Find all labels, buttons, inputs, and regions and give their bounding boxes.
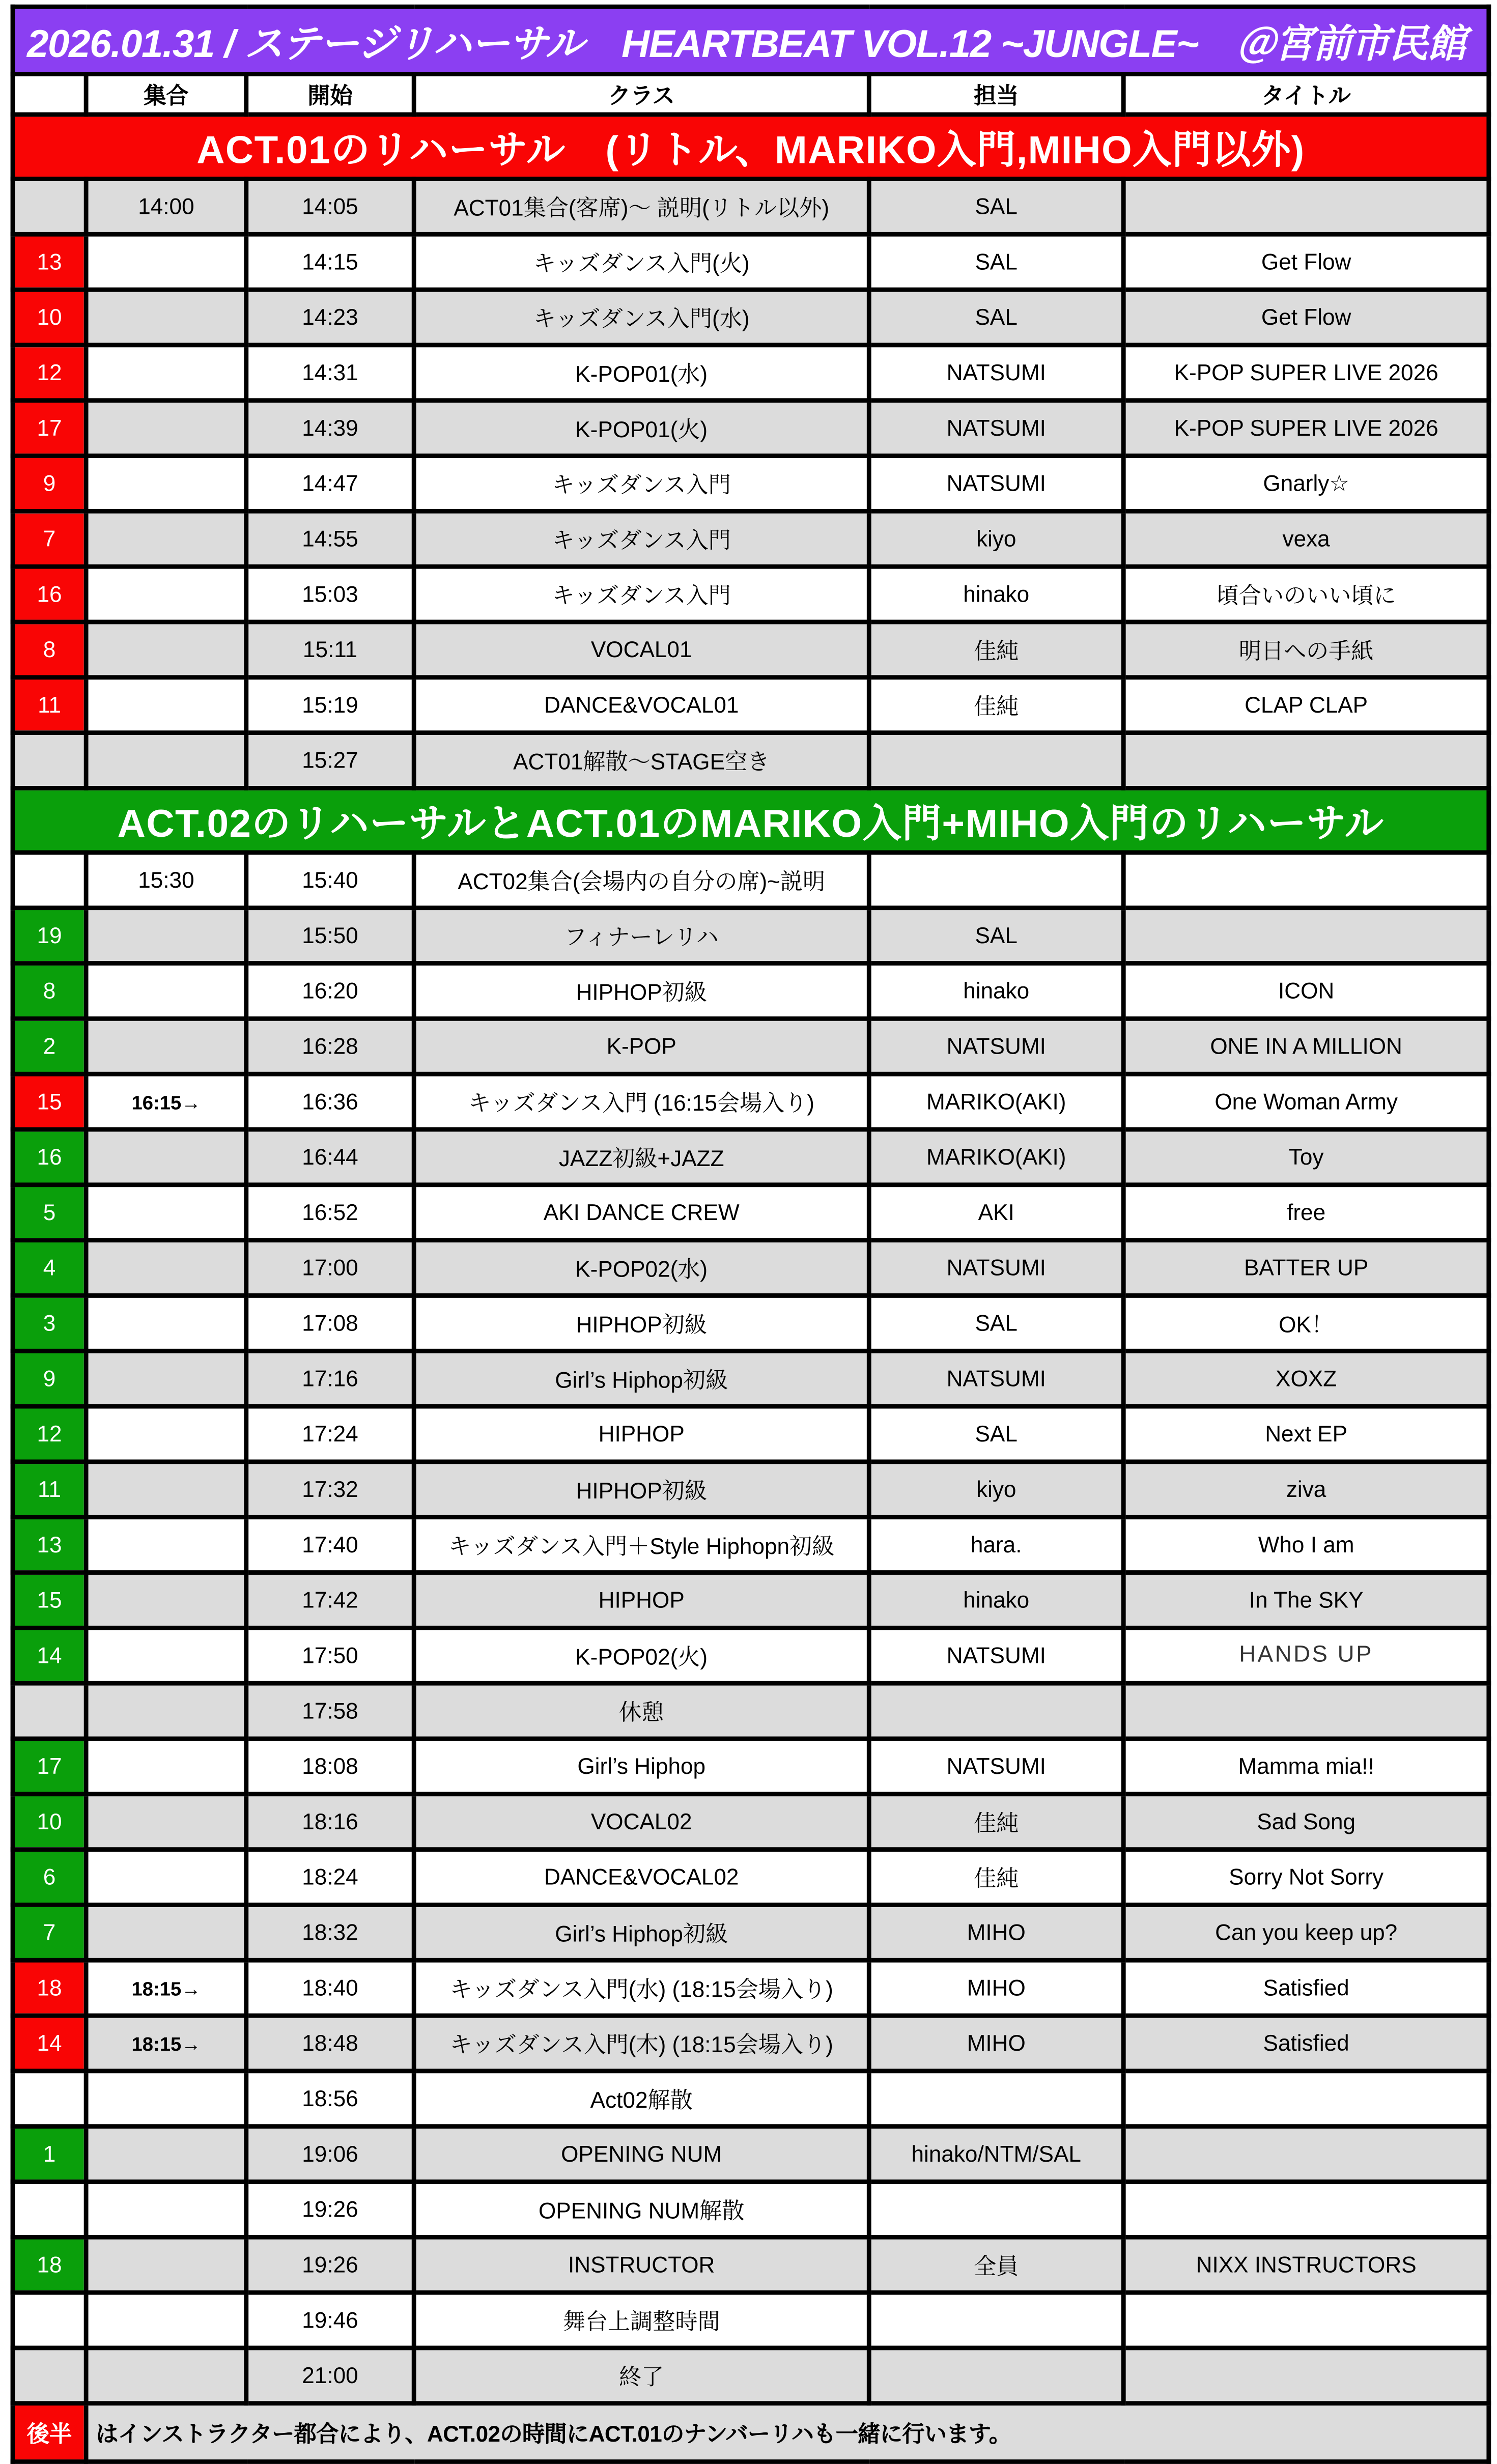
song-title-cell: One Woman Army [1123, 1074, 1489, 1129]
start-time-cell: 18:08 [246, 1739, 414, 1794]
instructor-cell: MIHO [869, 1960, 1123, 2016]
class-cell: キッズダンス入門 [414, 511, 869, 567]
instructor-cell: hinako [869, 964, 1123, 1019]
song-title-cell: K-POP SUPER LIVE 2026 [1123, 401, 1489, 456]
footer-note-row [13, 2403, 1489, 2462]
start-time-cell: 18:40 [246, 1960, 414, 2016]
schedule-row [13, 733, 1489, 788]
row-number-cell: 12 [13, 345, 86, 401]
row-number-cell: 15 [13, 1074, 86, 1129]
instructor-cell: NATSUMI [869, 1018, 1123, 1074]
schedule-row [13, 2292, 1489, 2348]
start-time-cell: 18:48 [246, 2016, 414, 2071]
schedule-row [13, 1018, 1489, 1074]
section-header-row [13, 788, 1489, 852]
class-cell: JAZZ初級+JAZZ [414, 1129, 869, 1185]
row-number-cell [13, 179, 86, 234]
song-title-cell [1123, 908, 1489, 964]
start-time-cell: 19:26 [246, 2182, 414, 2238]
meet-time-cell [86, 2071, 246, 2127]
column-header-row [13, 74, 1489, 115]
schedule-row [13, 511, 1489, 567]
instructor-cell [869, 2292, 1123, 2348]
meet-time-cell [86, 1739, 246, 1794]
class-cell: HIPHOP初級 [414, 1462, 869, 1517]
column-header-meet: 集合 [86, 74, 246, 115]
instructor-cell: NATSUMI [869, 456, 1123, 512]
meet-time-cell [86, 2182, 246, 2238]
start-time-cell: 15:50 [246, 908, 414, 964]
class-cell: OPENING NUM [414, 2127, 869, 2182]
schedule-row [13, 1295, 1489, 1351]
start-time-cell: 16:20 [246, 964, 414, 1019]
song-title-cell: Satisfied [1123, 1960, 1489, 2016]
schedule-row [13, 567, 1489, 622]
start-time-cell: 17:40 [246, 1517, 414, 1573]
song-title-cell: CLAP CLAP [1123, 677, 1489, 733]
column-header-start: 開始 [246, 74, 414, 115]
song-title-cell: Get Flow [1123, 290, 1489, 345]
row-number-cell: 11 [13, 1462, 86, 1517]
song-title-cell [1123, 179, 1489, 234]
song-title-cell: free [1123, 1185, 1489, 1240]
instructor-cell: hinako [869, 1573, 1123, 1628]
instructor-cell: hara. [869, 1517, 1123, 1573]
song-title-cell: vexa [1123, 511, 1489, 567]
meet-time-cell [86, 1295, 246, 1351]
meet-time-cell [86, 2292, 246, 2348]
start-time-cell: 14:23 [246, 290, 414, 345]
instructor-cell [869, 2348, 1123, 2403]
start-time-cell: 17:50 [246, 1628, 414, 1683]
row-number-cell: 2 [13, 1018, 86, 1074]
meet-time-cell [86, 1240, 246, 1296]
meet-time-cell [86, 1905, 246, 1960]
row-number-cell [13, 2292, 86, 2348]
song-title-cell: Satisfied [1123, 2016, 1489, 2071]
row-number-cell: 8 [13, 964, 86, 1019]
instructor-cell: 佳純 [869, 1850, 1123, 1905]
row-number-cell: 14 [13, 1628, 86, 1683]
start-time-cell: 14:55 [246, 511, 414, 567]
class-cell: INSTRUCTOR [414, 2237, 869, 2292]
instructor-cell: SAL [869, 290, 1123, 345]
song-title-cell: Toy [1123, 1129, 1489, 1185]
meet-time-cell [86, 622, 246, 677]
schedule-row [13, 1739, 1489, 1794]
meet-time-cell [86, 401, 246, 456]
meet-time-cell: 16:15→ [86, 1074, 246, 1129]
section-header-label: ACT.01のリハーサル (リトル、MARIKO入門,MIHO入門以外) [13, 115, 1489, 179]
meet-time-cell [86, 2127, 246, 2182]
song-title-cell: 頃合いのいい頃に [1123, 567, 1489, 622]
instructor-cell: 佳純 [869, 622, 1123, 677]
class-cell: キッズダンス入門(木) (18:15会場入り) [414, 2016, 869, 2071]
row-number-cell [13, 2182, 86, 2238]
row-number-cell: 12 [13, 1406, 86, 1462]
class-cell: Girl’s Hiphop初級 [414, 1351, 869, 1406]
row-number-cell: 10 [13, 1794, 86, 1850]
column-header-class: クラス [414, 74, 869, 115]
schedule-row [13, 1960, 1489, 2016]
instructor-cell: SAL [869, 1295, 1123, 1351]
instructor-cell: MARIKO(AKI) [869, 1074, 1123, 1129]
song-title-cell [1123, 733, 1489, 788]
start-time-cell: 17:24 [246, 1406, 414, 1462]
column-header-number [13, 74, 86, 115]
footer-note: はインストラクター都合により、ACT.02の時間にACT.01のナンバーリハも一緒に行います。 [86, 2403, 1489, 2462]
class-cell: ACT02集合(会場内の自分の席)~説明 [414, 853, 869, 908]
instructor-cell: NATSUMI [869, 1240, 1123, 1296]
row-number-cell: 8 [13, 622, 86, 677]
start-time-cell: 17:08 [246, 1295, 414, 1351]
song-title-cell [1123, 2071, 1489, 2127]
song-title-cell: In The SKY [1123, 1573, 1489, 1628]
start-time-cell: 15:40 [246, 853, 414, 908]
footer-tag: 後半 [13, 2403, 86, 2462]
start-time-cell: 16:44 [246, 1129, 414, 1185]
song-title-cell: BATTER UP [1123, 1240, 1489, 1296]
meet-time-cell [86, 567, 246, 622]
meet-time-cell [86, 1462, 246, 1517]
schedule-row [13, 908, 1489, 964]
row-number-cell: 17 [13, 1739, 86, 1794]
class-cell: HIPHOP初級 [414, 1295, 869, 1351]
instructor-cell: 佳純 [869, 677, 1123, 733]
schedule-row [13, 234, 1489, 290]
song-title-cell: Who I am [1123, 1517, 1489, 1573]
schedule-row [13, 1406, 1489, 1462]
class-cell: VOCAL01 [414, 622, 869, 677]
class-cell: ACT01集合(客席)〜 説明(リトル以外) [414, 179, 869, 234]
page-title: 2026.01.31 / ステージリハーサル HEARTBEAT VOL.12 ~JUNGLE~ ＠宮前市民館 [13, 7, 1489, 74]
row-number-cell: 9 [13, 1351, 86, 1406]
song-title-cell: 明日への手紙 [1123, 622, 1489, 677]
meet-time-cell: 18:15→ [86, 1960, 246, 2016]
instructor-cell: kiyo [869, 511, 1123, 567]
row-number-cell [13, 2071, 86, 2127]
row-number-cell: 15 [13, 1573, 86, 1628]
row-number-cell [13, 733, 86, 788]
class-cell: K-POP02(火) [414, 1628, 869, 1683]
section-header-label: ACT.02のリハーサルとACT.01のMARIKO入門+MIHO入門のリハーサル [13, 788, 1489, 852]
class-cell: K-POP01(火) [414, 401, 869, 456]
meet-time-cell [86, 2237, 246, 2292]
song-title-cell: Next EP [1123, 1406, 1489, 1462]
schedule-row [13, 1462, 1489, 1517]
meet-time-cell [86, 677, 246, 733]
schedule-row [13, 1683, 1489, 1739]
schedule-row [13, 853, 1489, 908]
song-title-cell: Gnarly☆ [1123, 456, 1489, 512]
start-time-cell: 17:32 [246, 1462, 414, 1517]
song-title-cell: ziva [1123, 1462, 1489, 1517]
instructor-cell: 全員 [869, 2237, 1123, 2292]
meet-time-cell [86, 1018, 246, 1074]
schedule-row [13, 2016, 1489, 2071]
instructor-cell: SAL [869, 908, 1123, 964]
start-time-cell: 19:06 [246, 2127, 414, 2182]
meet-time-cell [86, 908, 246, 964]
class-cell: 舞台上調整時間 [414, 2292, 869, 2348]
start-time-cell: 17:16 [246, 1351, 414, 1406]
class-cell: K-POP01(水) [414, 345, 869, 401]
class-cell: HIPHOP初級 [414, 964, 869, 1019]
title-bar [13, 7, 1489, 74]
start-time-cell: 18:16 [246, 1794, 414, 1850]
row-number-cell: 6 [13, 1850, 86, 1905]
class-cell: K-POP [414, 1018, 869, 1074]
start-time-cell: 18:56 [246, 2071, 414, 2127]
schedule-row [13, 1573, 1489, 1628]
schedule-row [13, 401, 1489, 456]
row-number-cell: 18 [13, 2237, 86, 2292]
instructor-cell: hinako [869, 567, 1123, 622]
row-number-cell: 7 [13, 1905, 86, 1960]
song-title-cell: NIXX INSTRUCTORS [1123, 2237, 1489, 2292]
schedule-row [13, 2127, 1489, 2182]
row-number-cell: 14 [13, 2016, 86, 2071]
song-title-cell: ICON [1123, 964, 1489, 1019]
instructor-cell [869, 1683, 1123, 1739]
instructor-cell: NATSUMI [869, 1628, 1123, 1683]
row-number-cell [13, 2348, 86, 2403]
class-cell: DANCE&VOCAL01 [414, 677, 869, 733]
meet-time-cell [86, 2348, 246, 2403]
schedule-row [13, 1794, 1489, 1850]
start-time-cell: 17:58 [246, 1683, 414, 1739]
schedule-row [13, 2182, 1489, 2238]
schedule-row [13, 1185, 1489, 1240]
song-title-cell: Sorry Not Sorry [1123, 1850, 1489, 1905]
schedule-row [13, 345, 1489, 401]
class-cell: 休憩 [414, 1683, 869, 1739]
instructor-cell: NATSUMI [869, 401, 1123, 456]
meet-time-cell [86, 345, 246, 401]
start-time-cell: 17:42 [246, 1573, 414, 1628]
row-number-cell: 11 [13, 677, 86, 733]
class-cell: キッズダンス入門＋Style Hiphopn初級 [414, 1517, 869, 1573]
schedule-row [13, 2071, 1489, 2127]
meet-time-cell [86, 1517, 246, 1573]
instructor-cell: 佳純 [869, 1794, 1123, 1850]
start-time-cell: 16:52 [246, 1185, 414, 1240]
class-cell: フィナーレリハ [414, 908, 869, 964]
row-number-cell: 5 [13, 1185, 86, 1240]
instructor-cell: MARIKO(AKI) [869, 1129, 1123, 1185]
meet-time-cell [86, 733, 246, 788]
start-time-cell: 17:00 [246, 1240, 414, 1296]
meet-time-cell [86, 234, 246, 290]
schedule-row [13, 1240, 1489, 1296]
row-number-cell: 13 [13, 1517, 86, 1573]
schedule-row [13, 677, 1489, 733]
meet-time-cell [86, 1794, 246, 1850]
class-cell: HIPHOP [414, 1573, 869, 1628]
start-time-cell: 14:15 [246, 234, 414, 290]
schedule-row [13, 1628, 1489, 1683]
song-title-cell: K-POP SUPER LIVE 2026 [1123, 345, 1489, 401]
row-number-cell: 3 [13, 1295, 86, 1351]
row-number-cell [13, 853, 86, 908]
song-title-cell [1123, 1683, 1489, 1739]
instructor-cell [869, 853, 1123, 908]
instructor-cell: NATSUMI [869, 345, 1123, 401]
row-number-cell: 17 [13, 401, 86, 456]
song-title-cell [1123, 2127, 1489, 2182]
song-title-cell: ONE IN A MILLION [1123, 1018, 1489, 1074]
meet-time-cell [86, 1628, 246, 1683]
instructor-cell: SAL [869, 1406, 1123, 1462]
start-time-cell: 14:05 [246, 179, 414, 234]
instructor-cell: NATSUMI [869, 1351, 1123, 1406]
start-time-cell: 16:28 [246, 1018, 414, 1074]
schedule-row [13, 964, 1489, 1019]
schedule-row [13, 1351, 1489, 1406]
meet-time-cell [86, 456, 246, 512]
section-header-row [13, 115, 1489, 179]
song-title-cell: Can you keep up? [1123, 1905, 1489, 1960]
schedule-row [13, 1129, 1489, 1185]
song-title-cell: XOXZ [1123, 1351, 1489, 1406]
schedule-row [13, 1517, 1489, 1573]
instructor-cell: MIHO [869, 1905, 1123, 1960]
song-title-cell: OK！ [1123, 1295, 1489, 1351]
class-cell: Act02解散 [414, 2071, 869, 2127]
column-header-title: タイトル [1123, 74, 1489, 115]
instructor-cell [869, 733, 1123, 788]
instructor-cell: AKI [869, 1185, 1123, 1240]
schedule-row [13, 2237, 1489, 2292]
row-number-cell: 1 [13, 2127, 86, 2182]
schedule-row [13, 2348, 1489, 2403]
start-time-cell: 18:32 [246, 1905, 414, 1960]
start-time-cell: 16:36 [246, 1074, 414, 1129]
row-number-cell: 4 [13, 1240, 86, 1296]
row-number-cell [13, 1683, 86, 1739]
start-time-cell: 14:31 [246, 345, 414, 401]
rehearsal-schedule-table [11, 5, 1491, 2464]
start-time-cell: 14:47 [246, 456, 414, 512]
class-cell: キッズダンス入門 [414, 456, 869, 512]
class-cell: キッズダンス入門 [414, 567, 869, 622]
class-cell: VOCAL02 [414, 1794, 869, 1850]
meet-time-cell: 18:15→ [86, 2016, 246, 2071]
meet-time-cell [86, 1573, 246, 1628]
song-title-cell [1123, 853, 1489, 908]
row-number-cell: 9 [13, 456, 86, 512]
class-cell: OPENING NUM解散 [414, 2182, 869, 2238]
class-cell: K-POP02(水) [414, 1240, 869, 1296]
class-cell: Girl’s Hiphop初級 [414, 1905, 869, 1960]
schedule-row [13, 622, 1489, 677]
instructor-cell: SAL [869, 179, 1123, 234]
row-number-cell: 10 [13, 290, 86, 345]
schedule-row [13, 1850, 1489, 1905]
schedule-row [13, 290, 1489, 345]
start-time-cell: 14:39 [246, 401, 414, 456]
start-time-cell: 15:19 [246, 677, 414, 733]
class-cell: Girl’s Hiphop [414, 1739, 869, 1794]
start-time-cell: 15:11 [246, 622, 414, 677]
row-number-cell: 13 [13, 234, 86, 290]
row-number-cell: 18 [13, 1960, 86, 2016]
instructor-cell [869, 2071, 1123, 2127]
schedule-row [13, 179, 1489, 234]
class-cell: DANCE&VOCAL02 [414, 1850, 869, 1905]
instructor-cell: SAL [869, 234, 1123, 290]
song-title-cell [1123, 2292, 1489, 2348]
instructor-cell: MIHO [869, 2016, 1123, 2071]
start-time-cell: 15:27 [246, 733, 414, 788]
meet-time-cell [86, 1129, 246, 1185]
schedule-row [13, 1074, 1489, 1129]
class-cell: キッズダンス入門(火) [414, 234, 869, 290]
song-title-cell [1123, 2348, 1489, 2403]
meet-time-cell [86, 1185, 246, 1240]
meet-time-cell [86, 290, 246, 345]
song-title-cell: Get Flow [1123, 234, 1489, 290]
start-time-cell: 18:24 [246, 1850, 414, 1905]
instructor-cell [869, 2182, 1123, 2238]
class-cell: キッズダンス入門(水) (18:15会場入り) [414, 1960, 869, 2016]
instructor-cell: hinako/NTM/SAL [869, 2127, 1123, 2182]
song-title-cell: Sad Song [1123, 1794, 1489, 1850]
meet-time-cell [86, 1351, 246, 1406]
start-time-cell: 21:00 [246, 2348, 414, 2403]
song-title-cell: Mamma mia!! [1123, 1739, 1489, 1794]
schedule-row [13, 456, 1489, 512]
meet-time-cell: 15:30 [86, 853, 246, 908]
class-cell: キッズダンス入門 (16:15会場入り) [414, 1074, 869, 1129]
meet-time-cell [86, 1683, 246, 1739]
class-cell: HIPHOP [414, 1406, 869, 1462]
meet-time-cell: 14:00 [86, 179, 246, 234]
class-cell: 終了 [414, 2348, 869, 2403]
song-title-cell [1123, 2182, 1489, 2238]
start-time-cell: 19:46 [246, 2292, 414, 2348]
class-cell: キッズダンス入門(水) [414, 290, 869, 345]
row-number-cell: 16 [13, 567, 86, 622]
song-title-cell: HANDS UP [1123, 1628, 1489, 1683]
class-cell: AKI DANCE CREW [414, 1185, 869, 1240]
instructor-cell: NATSUMI [869, 1739, 1123, 1794]
start-time-cell: 19:26 [246, 2237, 414, 2292]
row-number-cell: 19 [13, 908, 86, 964]
meet-time-cell [86, 511, 246, 567]
row-number-cell: 16 [13, 1129, 86, 1185]
meet-time-cell [86, 1850, 246, 1905]
start-time-cell: 15:03 [246, 567, 414, 622]
instructor-cell: kiyo [869, 1462, 1123, 1517]
class-cell: ACT01解散〜STAGE空き [414, 733, 869, 788]
row-number-cell: 7 [13, 511, 86, 567]
meet-time-cell [86, 964, 246, 1019]
schedule-row [13, 1905, 1489, 1960]
column-header-instructor: 担当 [869, 74, 1123, 115]
meet-time-cell [86, 1406, 246, 1462]
